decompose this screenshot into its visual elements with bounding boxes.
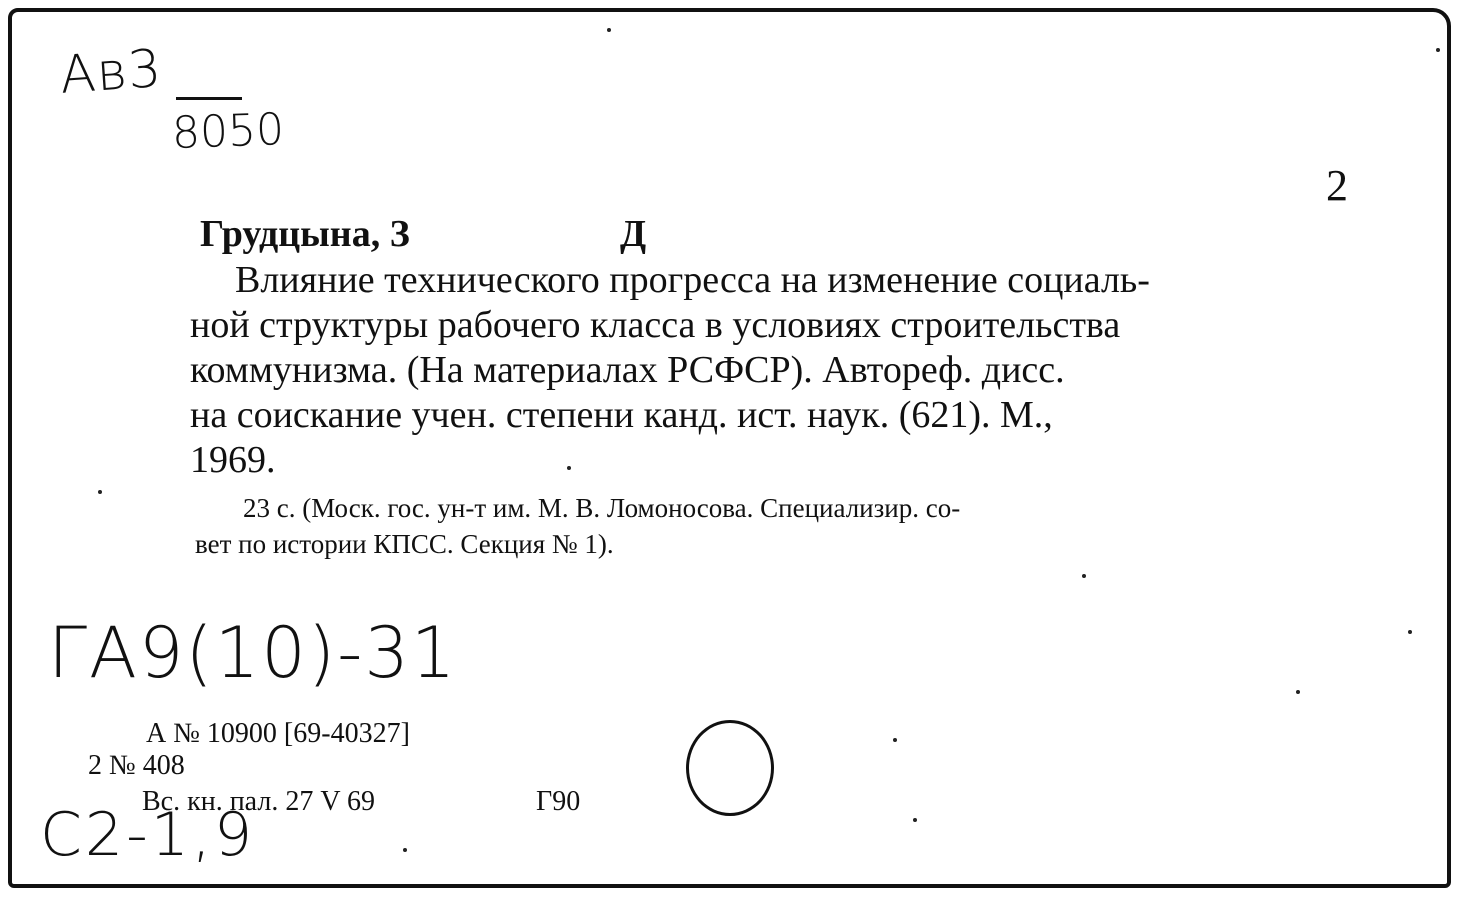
handwritten-shelf-mark-bottom: 8050	[171, 104, 285, 159]
title-line: ной структуры рабочего класса в условиях строительства	[190, 304, 1121, 346]
book-chamber-note: Вс. кн. пал. 27 V 69	[142, 786, 376, 817]
title-line: Влияние технического прогресса на изменение социаль-	[235, 259, 1150, 301]
collation-note	[195, 490, 1355, 562]
ink-speck	[893, 738, 897, 742]
title-line: коммунизма. (На материалах РСФСР). Автореф. дисс.	[190, 349, 1065, 391]
author-heading: Грудцына, З	[200, 213, 410, 255]
ink-speck	[607, 28, 611, 32]
shelf-mark-divider	[176, 97, 242, 100]
handwritten-classification: ГА9(10)-31	[48, 612, 458, 694]
ink-speck	[1408, 630, 1412, 634]
circle-stamp-mark	[686, 720, 774, 816]
accession-number: А № 10900 [69-40327]	[146, 718, 410, 749]
title-line: на соискание учен. степени канд. ист. наук. (621). М.,	[190, 394, 1053, 436]
accession-copy-number: 2 № 408	[88, 750, 185, 781]
ink-speck	[403, 848, 407, 852]
handwritten-shelf-mark-top: Ав3	[58, 38, 165, 106]
ink-speck	[1082, 574, 1086, 578]
ink-speck	[913, 818, 917, 822]
handwritten-location-mark: С2-1,9	[40, 800, 256, 870]
author-letter: Д	[620, 213, 647, 255]
ink-speck	[567, 466, 571, 470]
book-chamber-code: Г90	[536, 786, 581, 817]
collation-line: 23 с. (Моск. гос. ун-т им. М. В. Ломоносова. Специализир. со-	[243, 493, 961, 523]
ink-speck	[1296, 690, 1300, 694]
ink-speck	[1436, 48, 1440, 52]
title-line: 1969.	[190, 439, 276, 481]
ink-speck	[98, 490, 102, 494]
collation-line: вет по истории КПСС. Секция № 1).	[195, 529, 614, 559]
card-number: 2	[1326, 161, 1348, 210]
title-description	[190, 258, 1355, 483]
